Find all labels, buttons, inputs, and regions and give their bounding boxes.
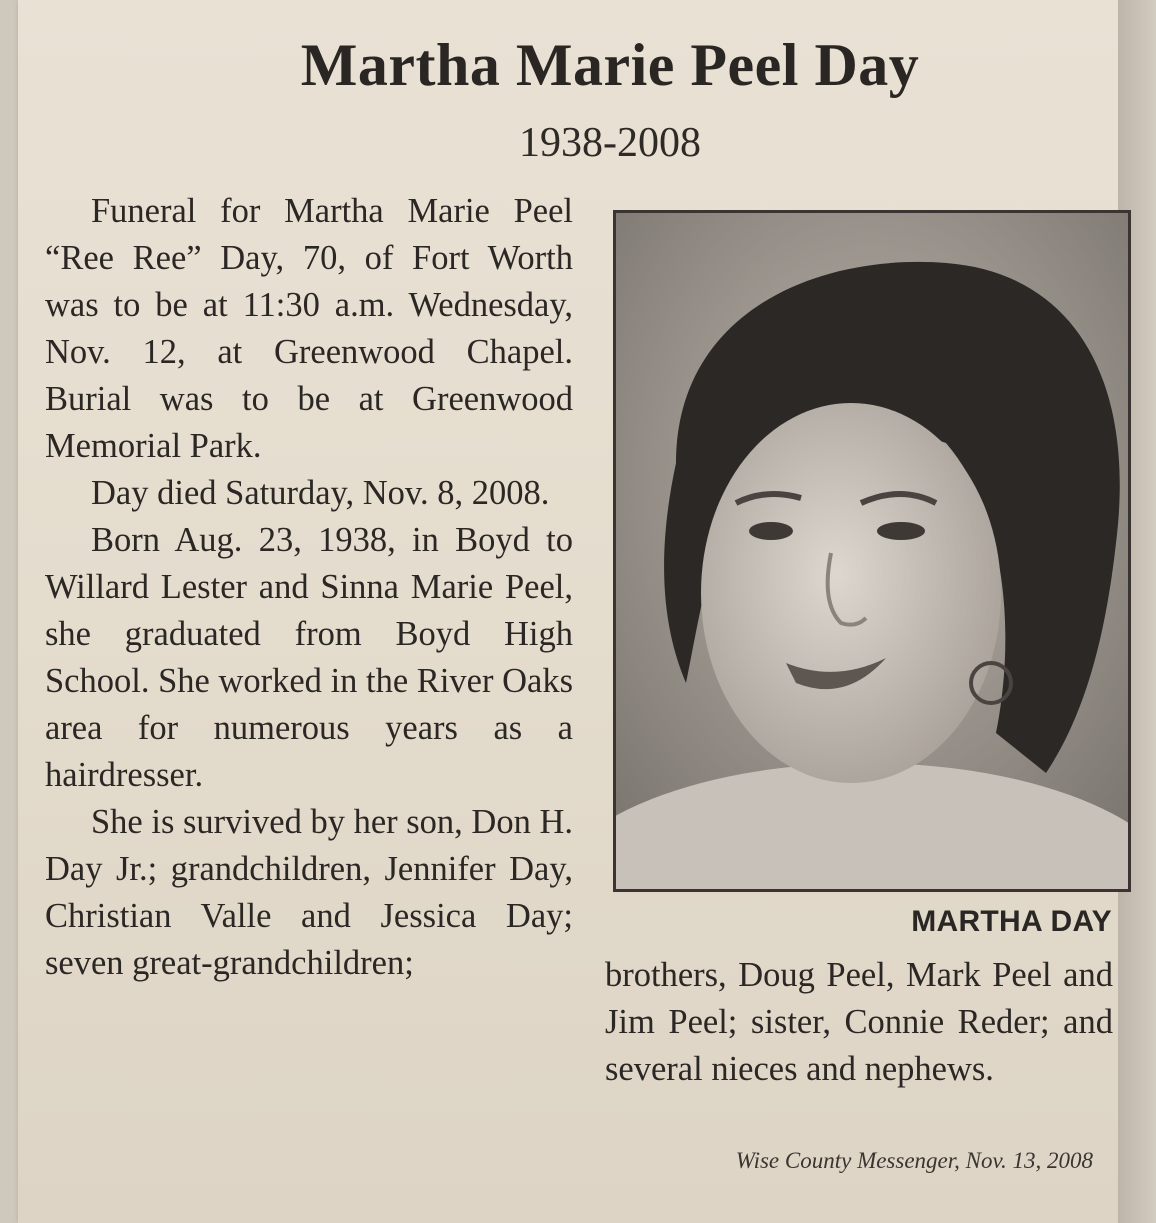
paragraph-birth: Born Aug. 23, 1938, in Boyd to Willard Lester and Sinna Marie Peel, she graduated from Boyd High School. She worked in the River Oaks area for numerous years as a hairdresser. <box>45 521 573 794</box>
paragraph-survivors-continued: brothers, Doug Peel, Mark Peel and Jim Peel; sister, Connie Reder; and several nieces and nephews. <box>605 956 1113 1088</box>
source-credit: Wise County Messenger, Nov. 13, 2008 <box>735 1148 1093 1173</box>
paragraph-funeral: Funeral for Martha Marie Peel “Ree Ree” Day, 70, of Fort Worth was to be at 11:30 a.m. Wednesday, Nov. 12, at Greenwood Chapel. Burial was to be at Greenwood Memorial Park. <box>45 192 573 465</box>
portrait-image <box>616 213 1128 889</box>
paragraph-death: Day died Saturday, Nov. 8, 2008. <box>91 474 550 512</box>
paragraph-survivors: She is survived by her son, Don H. Day Jr.; grandchildren, Jennifer Day, Christian Valle and Jessica Day; seven great-grandchildren; <box>45 803 574 982</box>
portrait-photo <box>613 210 1131 892</box>
left-column <box>45 188 573 987</box>
photo-caption: MARTHA DAY <box>911 905 1112 938</box>
obituary-headline: Martha Marie Peel Day <box>300 32 920 98</box>
obituary-years: 1938-2008 <box>519 120 701 166</box>
right-column-continuation <box>605 952 1113 1093</box>
